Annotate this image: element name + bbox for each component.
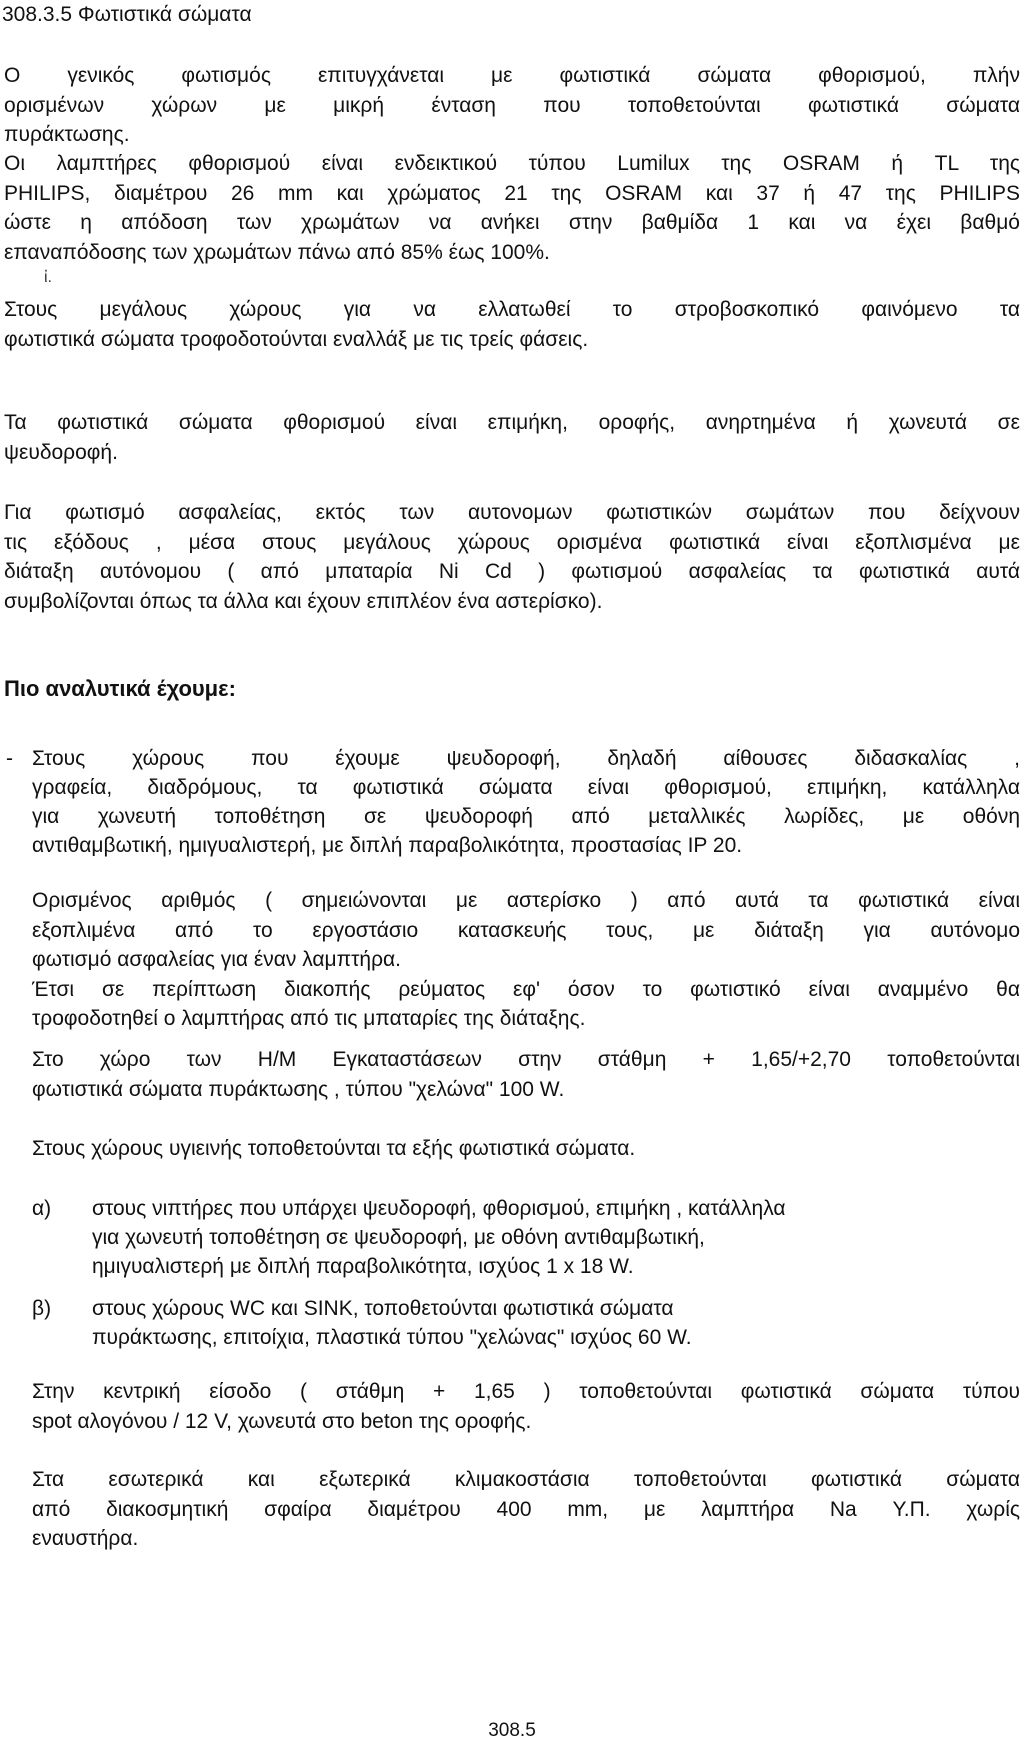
paragraph-general-lighting [4, 61, 1020, 150]
text-line: στους νιπτήρες που υπάρχει ψευδοροφή, φθορισμού, επιμήκη , κατάλληλα [92, 1197, 786, 1220]
text-line: Στο χώρο των Η/Μ Εγκαταστάσεων στην στάθμη + 1,65/+2,70 τοποθετούνται [32, 1048, 1020, 1071]
text-line: φωτιστικά σώματα πυράκτωσης , τύπου "χελώνα" 100 W. [32, 1077, 565, 1101]
text-line: πυράκτωσης, επιτοίχια, πλαστικά τύπου "χελώνας" ισχύος 60 W. [92, 1326, 692, 1349]
text-line: συμβολίζονται όπως τα άλλα και έχουν επιπλέον ένα αστερίσκο). [4, 589, 603, 613]
text-line: εναυστήρα. [32, 1527, 139, 1550]
text-line: ημιγυαλιστερή με διπλή παραβολικότητα, ισχύος 1 x 18 W. [92, 1255, 634, 1278]
text-line: Στους μεγάλους χώρους για να ελλατωθεί το στροβοσκοπικό φαινόμενο τα [4, 298, 1020, 321]
subheading: Πιο αναλυτικά έχουμε: [4, 676, 236, 701]
text-line: Στους χώρους που έχουμε ψευδοροφή, δηλαδή αίθουσες διδασκαλίας , [32, 747, 1020, 770]
list-marker: β) [32, 1297, 52, 1320]
paragraph-main-entrance [32, 1377, 1020, 1436]
paragraph-sanitary-areas [32, 1134, 1020, 1164]
paragraph-mechanical-room [32, 1045, 1020, 1104]
text-line: τις εξόδους , μέσα στους μεγάλους χώρους ορισμένα φωτιστικά είναι εξοπλισμένα με [4, 530, 1020, 554]
list-marker: α) [32, 1197, 52, 1220]
text-line: Για φωτισμό ασφαλείας, εκτός των αυτονομων φωτιστικών σωμάτων που δείχνουν [4, 501, 1020, 524]
text-line: Στους χώρους υγιεινής τοποθετούνται τα εξής φωτιστικά σώματα. [32, 1137, 636, 1160]
paragraph-emergency-lighting [4, 498, 1020, 616]
text-line: spot αλογόνου / 12 V, χωνευτά στο beton της οροφής. [32, 1409, 532, 1433]
page-number: 308.5 [488, 1720, 536, 1741]
paragraph-staircases [32, 1465, 1020, 1554]
text-line: ψευδοροφή. [4, 440, 118, 464]
list-item-washbasins [92, 1194, 802, 1281]
text-line: Στην κεντρική είσοδο ( στάθμη + 1,65 ) τοποθετούνται φωτιστικά σώματα τύπου [32, 1380, 1020, 1403]
paragraph-fluorescent-lamps [4, 149, 1020, 267]
text-line: φωτισμό ασφαλείας για έναν λαμπτήρα. [32, 948, 402, 971]
text-line: διάταξη αυτόνομου ( από μπαταρία Ni Cd ) φωτισμού ασφαλείας τα φωτιστικά αυτά [4, 560, 1020, 583]
text-line: Στα εσωτερικά και εξωτερικά κλιμακοστάσια τοποθετούνται φωτιστικά σώματα [32, 1468, 1020, 1491]
text-line: ώστε η απόδοση των χρωμάτων να ανήκει στην βαθμίδα 1 και να έχει βαθμό [4, 211, 1020, 234]
paragraph-fixture-types [4, 408, 1020, 467]
text-line: εξοπλιμένα από το εργοστάσιο κατασκευής τους, με διάταξη για αυτόνομο [32, 918, 1020, 942]
text-line: από διακοσμητική σφαίρα διαμέτρου 400 mm, με λαμπτήρα Na Υ.Π. χωρίς [32, 1497, 1020, 1521]
text-line: πυράκτωσης. [4, 123, 130, 146]
paragraph-asterisk-fixtures [32, 886, 1020, 1034]
text-line: αντιθαμβωτική, ημιγυαλιστερή, με διπλή παραβολικότητα, προστασίας IP 20. [32, 834, 743, 857]
section-heading: 308.3.5 Φωτιστικά σώματα [2, 3, 252, 26]
text-line: φωτιστικά σώματα τροφοδοτούνται εναλλάξ με τις τρείς φάσεις. [4, 327, 589, 351]
text-line: Τα φωτιστικά σώματα φθορισμού είναι επιμήκη, οροφής, ανηρτημένα ή χωνευτά σε [4, 411, 1020, 434]
text-line: για χωνευτή τοποθέτηση σε ψευδοροφή από μεταλλικές λωρίδες, με οθόνη [32, 805, 1020, 828]
list-marker: - [6, 747, 13, 770]
paragraph-stroboscopic [4, 295, 1020, 354]
list-item-wc-sink [92, 1294, 892, 1352]
text-line: γραφεία, διαδρόμους, τα φωτιστικά σώματα είναι φθορισμού, επιμήκη, κατάλληλα [32, 776, 1020, 799]
text-line: ορισμένων χώρων με μικρή ένταση που τοποθετούνται φωτιστικά σώματα [4, 93, 1020, 117]
text-line: Ορισμένος αριθμός ( σημειώνονται με αστερίσκο ) από αυτά τα φωτιστικά είναι [32, 889, 1020, 912]
text-line: τροφοδοτηθεί ο λαμπτήρας από τις μπαταρίες της διάταξης. [32, 1007, 586, 1030]
text-line: Οι λαμπτήρες φθορισμού είναι ενδεικτικού τύπου Lumilux της OSRAM ή TL της [4, 152, 1020, 175]
text-line: Ο γενικός φωτισμός επιτυγχάνεται με φωτιστικά σώματα φθορισμού, πλήν [4, 64, 1020, 87]
text-line: Έτσι σε περίπτωση διακοπής ρεύματος εφ' όσον το φωτιστικό είναι αναμμένο θα [32, 977, 1020, 1001]
text-line: επαναπόδοσης των χρωμάτων πάνω από 85% έως 100%. [4, 240, 550, 264]
text-line: στους χώρους WC και SINK, τοποθετούνται φωτιστικά σώματα [92, 1297, 674, 1320]
stray-mark: ἰ. [44, 269, 52, 286]
text-line: για χωνευτή τοποθέτηση σε ψευδοροφή, με οθόνη αντιθαμβωτική, [92, 1226, 705, 1249]
list-item-false-ceiling [32, 744, 1020, 860]
text-line: PHILIPS, διαμέτρου 26 mm και χρώματος 21 της OSRAM και 37 ή 47 της PHILIPS [4, 181, 1020, 205]
